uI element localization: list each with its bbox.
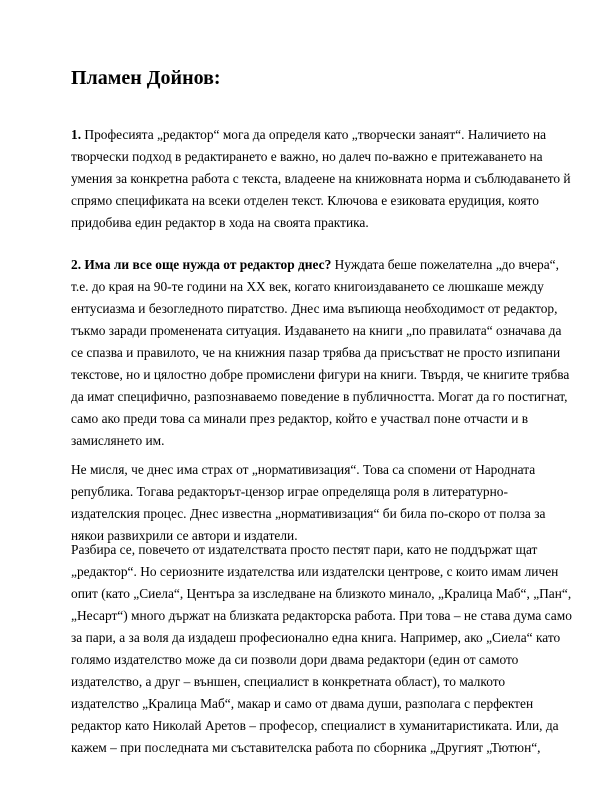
text-line: издателство „Кралица Маб“, макар и само от двама души, разполага с перфектен (71, 696, 534, 711)
text-line (71, 124, 547, 146)
section-question: 2. Има ли все още нужда от редактор днес? (71, 257, 332, 272)
text-line: умения за конкретна работа с текста, владеене на книжовната норма и съблюдаването й (71, 171, 571, 186)
text-line: република. Тогава редакторът-цензор играе определяща роля в литературно- (71, 484, 508, 499)
text-line: придобива един редактор в хода на своята практика. (71, 215, 369, 230)
text-line: издателския процес. Днес известна „нормативизация“ би била по-скоро от полза за (71, 506, 546, 521)
text-line: т.е. до края на 90-те години на ХХ век, когато книгоиздаването се люшкаше между (71, 279, 544, 294)
page-title: Пламен Дойнов: (71, 67, 221, 89)
text-line: творчески подход в редактирането е важно, но далеч по-важно е притежаването на (71, 149, 543, 164)
text-line: замислянето им. (71, 433, 165, 448)
text-line: „Несарт“) много държат на близката редакторска работа. При това – не става дума само (71, 608, 572, 623)
text-line: редактор като Николай Аретов – професор, специалист в хуманитаристиката. Или, да (71, 718, 559, 733)
text-line: да имат специфично, разпознаваемо поведение в публичността. Могат да го постигнат, (71, 389, 568, 404)
paragraph-2 (71, 254, 570, 452)
paragraph-1 (71, 124, 571, 234)
paragraph-4 (71, 539, 572, 759)
text-line: кажем – при последната ми съставителска работа по сборника „Другият „Тютюн“, (71, 740, 541, 755)
text-line: се спазва и правилото, че на книжния пазар трябва да присъстват не просто изпипани (71, 345, 561, 360)
text-line: някои развихрили се автори и издатели. (71, 528, 298, 543)
text-line: за пари, а за воля да издадеш професионално една книга. Например, ако „Сиела“ като (71, 630, 561, 645)
bold-text: 1. (71, 127, 82, 142)
text-line: Не мисля, че днес има страх от „нормативизация“. Това са спомени от Народната (71, 462, 536, 477)
text-line: опит (като „Сиела“, Центъра за изследване на близкото минало, „Кралица Маб“, „Пан“, (71, 586, 572, 601)
paragraph-3 (71, 459, 546, 547)
text-line: голямо издателство може да си позволи дори двама редактори (един от самото (71, 652, 519, 667)
text-line: само ако преди това са минали през редактор, който е участвал поне отчасти и в (71, 411, 529, 426)
text-line: текстове, но и цялостно добре промислени фигури на книги. Твърдя, че книгите трябва (71, 367, 570, 382)
text-line: издателство, а друг – външен, специалист в конкретната област), то малкото (71, 674, 506, 689)
text-line: тъкмо заради променената ситуация. Издаването на книги „по правилата“ означава да (71, 323, 562, 338)
text-line: спрямо спецификата на всеки отделен текст. Ключова е езиковата ерудиция, която (71, 193, 539, 208)
line-text: Професията „редактор“ мога да определя като „творчески занаят“. Наличието на (81, 127, 547, 142)
text-line (71, 254, 559, 276)
text-line: Разбира се, повечето от издателствата просто пестят пари, като не поддържат щат (71, 542, 538, 557)
line-text: Нуждата беше пожелателна „до вчера“, (331, 257, 559, 272)
text-line: „редактор“. Но сериозните издателства или издателски центрове, с които имам личен (71, 564, 559, 579)
text-line: ентусиазма и безогледното пиратство. Днес има въпиюща необходимост от редактор, (71, 301, 558, 316)
